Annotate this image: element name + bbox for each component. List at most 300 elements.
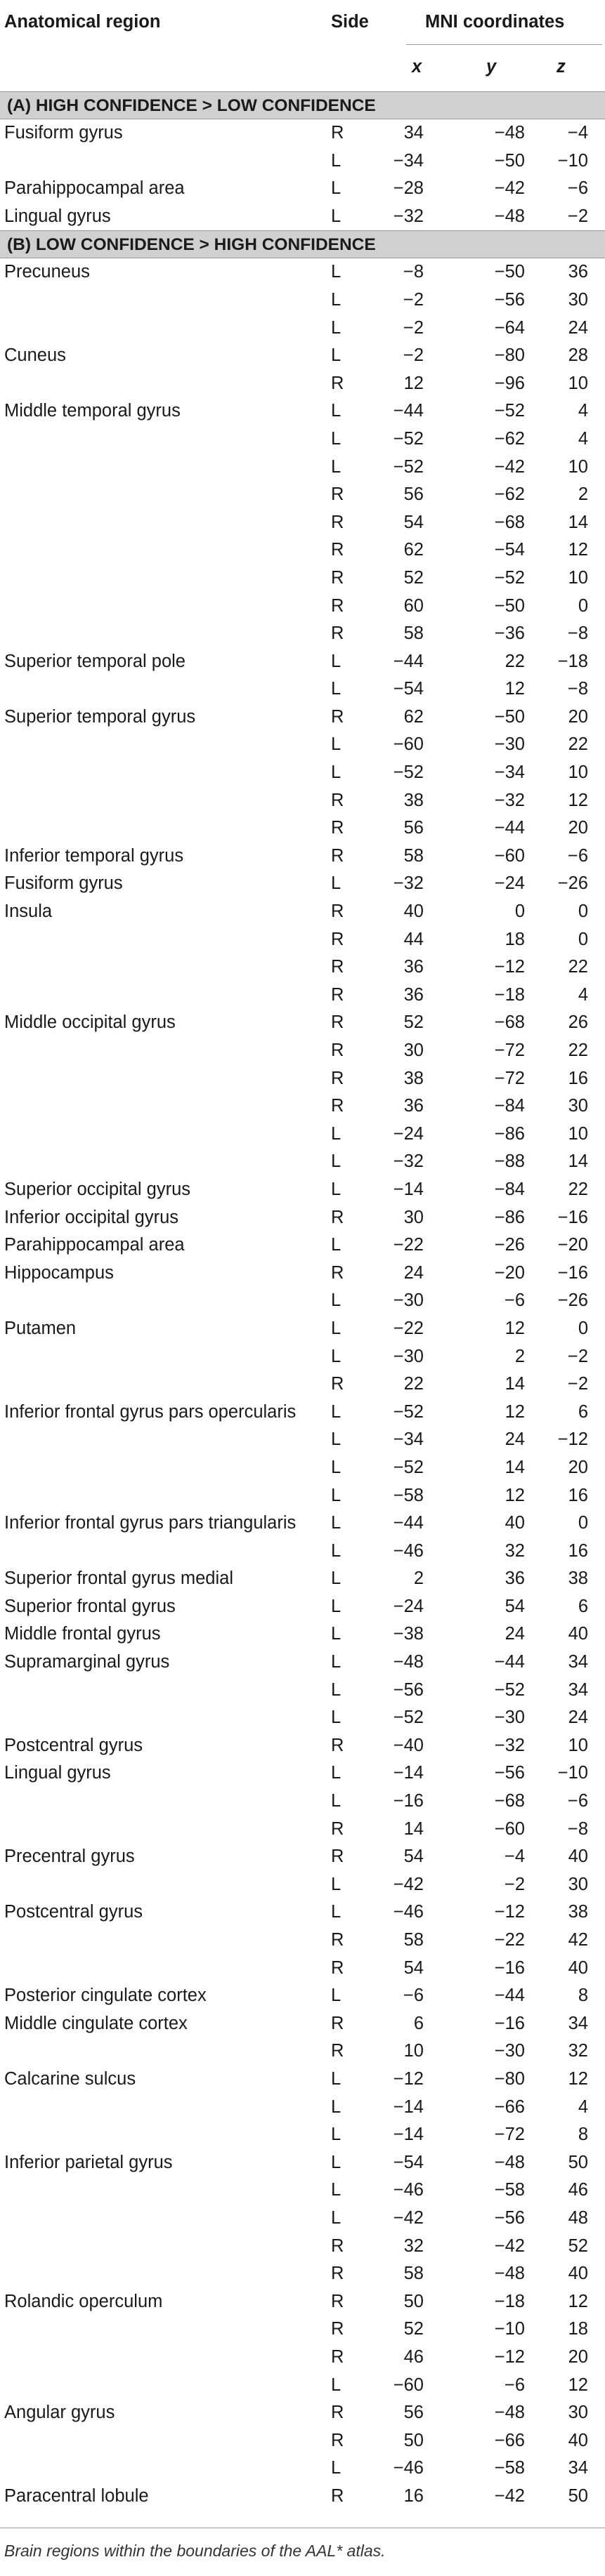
cell-side: R — [331, 2430, 344, 2450]
cell-y: −56 — [494, 2207, 525, 2228]
cell-y: 12 — [505, 1318, 525, 1338]
cell-side: R — [331, 2235, 344, 2256]
cell-y: −16 — [494, 2013, 525, 2033]
table-row — [0, 2066, 605, 2094]
cell-z: −18 — [557, 651, 588, 671]
cell-x: −44 — [393, 1513, 424, 1533]
cell-side: L — [331, 2152, 341, 2172]
cell-y: −80 — [494, 345, 525, 366]
cell-side: L — [331, 1763, 341, 1783]
cell-side: L — [331, 1235, 341, 1255]
cell-z: 40 — [568, 1847, 588, 1867]
table-row — [0, 2177, 605, 2205]
cell-z: −8 — [567, 623, 588, 644]
table-row — [0, 2121, 605, 2149]
cell-x: 54 — [403, 1847, 424, 1867]
cell-z: 20 — [568, 818, 588, 838]
cell-side: L — [331, 1401, 341, 1422]
table-row — [0, 454, 605, 482]
cell-region: Precuneus — [4, 262, 90, 282]
cell-y: −72 — [494, 1041, 525, 1060]
cell-z: 10 — [568, 456, 588, 477]
cell-y: −64 — [494, 317, 525, 338]
cell-x: 62 — [403, 706, 424, 727]
cell-z: 38 — [568, 1902, 588, 1922]
cell-z: 6 — [578, 1401, 588, 1422]
cell-z: 12 — [568, 2291, 588, 2311]
cell-z: 12 — [568, 2374, 588, 2395]
cell-x: 2 — [413, 1568, 424, 1589]
cell-side: R — [331, 1847, 344, 1867]
cell-region: Hippocampus — [4, 1262, 114, 1283]
cell-x: −30 — [393, 1290, 424, 1311]
cell-side: L — [331, 762, 341, 783]
cell-side: L — [331, 2458, 341, 2478]
cell-region: Precentral gyrus — [4, 1847, 135, 1867]
cell-region: Insula — [4, 901, 53, 922]
cell-y: 32 — [505, 1540, 525, 1561]
cell-z: −10 — [557, 1763, 588, 1783]
cell-z: 2 — [578, 484, 588, 505]
cell-x: −40 — [393, 1735, 424, 1755]
cell-y: −80 — [494, 2068, 525, 2089]
table-row — [0, 2344, 605, 2372]
cell-z: 30 — [568, 1096, 588, 1116]
cell-y: −12 — [494, 2346, 525, 2367]
cell-y: −50 — [494, 150, 525, 171]
cell-x: 58 — [403, 845, 424, 866]
table-row — [0, 286, 605, 315]
cell-side: R — [331, 2319, 344, 2339]
cell-x: 38 — [403, 1068, 424, 1088]
cell-region: Superior temporal pole — [4, 651, 186, 671]
cell-y: −42 — [494, 2235, 525, 2256]
table-row — [0, 953, 605, 982]
cell-x: 34 — [403, 123, 424, 143]
cell-z: 10 — [568, 373, 588, 393]
cell-region: Inferior parietal gyrus — [4, 2152, 173, 2172]
cell-region: Inferior occipital gyrus — [4, 1207, 179, 1227]
cell-y: 14 — [505, 1374, 525, 1394]
cell-side: L — [331, 1429, 341, 1450]
cell-side: L — [331, 679, 341, 699]
cell-y: −50 — [494, 706, 525, 727]
cell-y: −66 — [494, 2096, 525, 2117]
cell-x: −30 — [393, 1346, 424, 1366]
table-row — [0, 787, 605, 815]
cell-z: 52 — [568, 2235, 588, 2256]
cell-side: R — [331, 1374, 344, 1394]
cell-y: −96 — [494, 373, 525, 393]
table-row — [0, 425, 605, 454]
cell-y: −52 — [494, 567, 525, 588]
cell-z: 30 — [568, 2403, 588, 2423]
cell-x: −42 — [393, 1874, 424, 1894]
table-row — [0, 2316, 605, 2344]
cell-x: 24 — [403, 1262, 424, 1283]
table-row — [0, 2372, 605, 2400]
cell-x: −14 — [393, 2096, 424, 2117]
cell-z: −8 — [567, 1818, 588, 1839]
cell-y: −68 — [494, 1791, 525, 1811]
cell-x: −52 — [393, 762, 424, 783]
cell-region: Middle temporal gyrus — [4, 401, 181, 421]
table-row — [0, 1732, 605, 1760]
cell-z: −6 — [567, 178, 588, 199]
cell-side: L — [331, 2207, 341, 2228]
cell-y: −42 — [494, 456, 525, 477]
table-row — [0, 315, 605, 343]
cell-side: L — [331, 1179, 341, 1199]
cell-side: L — [331, 428, 341, 449]
cell-x: −38 — [393, 1624, 424, 1644]
cell-region: Supramarginal gyrus — [4, 1652, 170, 1672]
cell-z: 12 — [568, 2068, 588, 2089]
table-footnote: Brain regions within the boundaries of the AAL* atlas. — [4, 2542, 386, 2560]
cell-side: R — [331, 1012, 344, 1033]
cell-y: −48 — [494, 123, 525, 143]
cell-z: −6 — [567, 845, 588, 866]
cell-region: Inferior frontal gyrus pars opercularis — [4, 1401, 297, 1422]
header-mni-coordinates: MNI coordinates — [425, 12, 565, 32]
cell-x: 30 — [403, 1207, 424, 1227]
cell-y: −24 — [494, 873, 525, 894]
cell-x: −52 — [393, 1708, 424, 1728]
table-row — [0, 1759, 605, 1788]
cell-side: L — [331, 1652, 341, 1672]
cell-side: L — [331, 401, 341, 421]
cell-z: 48 — [568, 2207, 588, 2228]
cell-x: −2 — [403, 289, 424, 310]
cell-y: 12 — [505, 1401, 525, 1422]
cell-side: R — [331, 984, 344, 1005]
cell-y: 12 — [505, 679, 525, 699]
table-row — [0, 397, 605, 425]
cell-y: −60 — [494, 1818, 525, 1839]
cell-side: L — [331, 873, 341, 894]
cell-side: R — [331, 1957, 344, 1978]
cell-x: −2 — [403, 317, 424, 338]
cell-y: −58 — [494, 2458, 525, 2478]
cell-side: L — [331, 1540, 341, 1561]
cell-side: L — [331, 1485, 341, 1505]
cell-x: −12 — [393, 2068, 424, 2089]
cell-side: R — [331, 123, 344, 143]
cell-y: −44 — [494, 1652, 525, 1672]
cell-z: 46 — [568, 2180, 588, 2200]
cell-x: −14 — [393, 1179, 424, 1199]
cell-y: −88 — [494, 1151, 525, 1172]
cell-side: L — [331, 206, 341, 226]
cell-side: L — [331, 2096, 341, 2117]
cell-x: 58 — [403, 1930, 424, 1950]
cell-z: 24 — [568, 1708, 588, 1728]
table-row — [0, 1287, 605, 1315]
cell-x: 36 — [403, 984, 424, 1005]
table-row — [0, 564, 605, 593]
cell-side: L — [331, 1123, 341, 1144]
cell-y: −50 — [494, 262, 525, 282]
cell-y: −52 — [494, 401, 525, 421]
cell-side: R — [331, 957, 344, 977]
cell-z: 0 — [578, 1513, 588, 1533]
cell-y: −86 — [494, 1123, 525, 1144]
cell-side: R — [331, 595, 344, 616]
cell-side: L — [331, 1346, 341, 1366]
cell-x: 62 — [403, 540, 424, 560]
cell-side: L — [331, 1151, 341, 1172]
cell-z: 16 — [568, 1540, 588, 1561]
cell-side: R — [331, 818, 344, 838]
table-row — [0, 2149, 605, 2177]
table-row — [0, 536, 605, 564]
cell-y: −42 — [494, 178, 525, 199]
cell-side: L — [331, 1679, 341, 1700]
table-header-row-2 — [0, 45, 605, 91]
cell-region: Middle frontal gyrus — [4, 1624, 161, 1644]
header-z: z — [557, 57, 566, 77]
table-row — [0, 2094, 605, 2122]
cell-z: 40 — [568, 2264, 588, 2284]
table-row — [0, 1538, 605, 1566]
table-row — [0, 1009, 605, 1037]
header-anatomical-region: Anatomical region — [4, 12, 161, 32]
cell-z: 22 — [568, 734, 588, 755]
cell-region: Parahippocampal area — [4, 178, 185, 199]
cell-z: 20 — [568, 706, 588, 727]
cell-y: −12 — [494, 1902, 525, 1922]
cell-x: 30 — [403, 1041, 424, 1060]
cell-z: 34 — [568, 1679, 588, 1700]
cell-y: −22 — [494, 1930, 525, 1950]
table-row — [0, 593, 605, 621]
cell-side: L — [331, 2068, 341, 2089]
table-row — [0, 2205, 605, 2233]
header-y: y — [486, 57, 497, 77]
table-row — [0, 982, 605, 1010]
cell-z: 4 — [578, 984, 588, 1005]
table-row — [0, 1065, 605, 1093]
cell-z: −26 — [557, 1290, 588, 1311]
table-row — [0, 481, 605, 509]
cell-y: −56 — [494, 289, 525, 310]
cell-x: 56 — [403, 2403, 424, 2423]
cell-x: 50 — [403, 2430, 424, 2450]
cell-z: −26 — [557, 873, 588, 894]
table-row — [0, 2455, 605, 2483]
table-row — [0, 147, 605, 176]
cell-side: L — [331, 1568, 341, 1589]
table-row — [0, 342, 605, 370]
cell-x: −6 — [403, 1986, 424, 2006]
cell-y: −84 — [494, 1179, 525, 1199]
cell-z: 4 — [578, 428, 588, 449]
cell-side: R — [331, 706, 344, 727]
cell-z: −8 — [567, 679, 588, 699]
table-row — [0, 2233, 605, 2261]
cell-side: L — [331, 1902, 341, 1922]
cell-y: −16 — [494, 1957, 525, 1978]
cell-side: R — [331, 1207, 344, 1227]
cell-x: 52 — [403, 567, 424, 588]
cell-x: 52 — [403, 1012, 424, 1033]
cell-side: L — [331, 1624, 341, 1644]
table-row — [0, 203, 605, 231]
cell-x: −46 — [393, 2180, 424, 2200]
table-row — [0, 1370, 605, 1399]
cell-region: Superior occipital gyrus — [4, 1179, 191, 1199]
cell-side: R — [331, 1735, 344, 1755]
cell-x: 46 — [403, 2346, 424, 2367]
cell-y: −34 — [494, 762, 525, 783]
cell-x: 10 — [403, 2041, 424, 2061]
cell-side: R — [331, 2403, 344, 2423]
cell-side: L — [331, 1986, 341, 2006]
cell-region: Posterior cingulate cortex — [4, 1986, 207, 2006]
cell-z: 4 — [578, 401, 588, 421]
table-row — [0, 370, 605, 398]
cell-x: −2 — [403, 345, 424, 366]
cell-x: −52 — [393, 1457, 424, 1477]
cell-y: −36 — [494, 623, 525, 644]
table-header-row-1 — [0, 0, 605, 45]
table-row — [0, 2010, 605, 2038]
table-row — [0, 509, 605, 537]
cell-region: Lingual gyrus — [4, 1763, 111, 1783]
cell-y: −10 — [494, 2319, 525, 2339]
cell-region: Superior temporal gyrus — [4, 706, 196, 727]
cell-z: 12 — [568, 540, 588, 560]
table-body — [0, 91, 605, 2510]
cell-z: −16 — [557, 1262, 588, 1283]
cell-y: −32 — [494, 790, 525, 810]
cell-x: −8 — [403, 262, 424, 282]
cell-z: 20 — [568, 1457, 588, 1477]
cell-side: L — [331, 1874, 341, 1894]
cell-x: −44 — [393, 651, 424, 671]
cell-z: 40 — [568, 1957, 588, 1978]
cell-side: L — [331, 734, 341, 755]
cell-x: 38 — [403, 790, 424, 810]
cell-side: L — [331, 178, 341, 199]
cell-z: 30 — [568, 1874, 588, 1894]
cell-y: −2 — [504, 1874, 525, 1894]
cell-x: 52 — [403, 2319, 424, 2339]
cell-y: −50 — [494, 595, 525, 616]
cell-side: R — [331, 2013, 344, 2033]
table-row — [0, 759, 605, 787]
cell-z: 26 — [568, 1012, 588, 1033]
table-row — [0, 119, 605, 147]
cell-region: Lingual gyrus — [4, 206, 111, 226]
cell-side: L — [331, 1290, 341, 1311]
cell-region: Superior frontal gyrus — [4, 1596, 176, 1616]
cell-side: L — [331, 456, 341, 477]
cell-x: −34 — [393, 1429, 424, 1450]
cell-y: −48 — [494, 206, 525, 226]
cell-y: −68 — [494, 1012, 525, 1033]
cell-y: 22 — [505, 651, 525, 671]
table-row — [0, 1982, 605, 2010]
cell-y: −4 — [504, 1847, 525, 1867]
table-row — [0, 1176, 605, 1204]
cell-z: 12 — [568, 790, 588, 810]
cell-x: −28 — [393, 178, 424, 199]
cell-y: 24 — [505, 1624, 525, 1644]
cell-side: L — [331, 1318, 341, 1338]
cell-region: Fusiform gyrus — [4, 123, 123, 143]
cell-z: 16 — [568, 1485, 588, 1505]
cell-side: R — [331, 1068, 344, 1088]
cell-side: R — [331, 373, 344, 393]
cell-side: L — [331, 1513, 341, 1533]
table-row — [0, 814, 605, 843]
cell-y: 12 — [505, 1485, 525, 1505]
cell-y: −20 — [494, 1262, 525, 1283]
cell-z: −16 — [557, 1207, 588, 1227]
cell-side: R — [331, 2041, 344, 2061]
cell-y: −6 — [504, 1290, 525, 1311]
cell-y: −18 — [494, 984, 525, 1005]
cell-x: 54 — [403, 1957, 424, 1978]
cell-y: −32 — [494, 1735, 525, 1755]
cell-z: 40 — [568, 2430, 588, 2450]
cell-x: 14 — [403, 1818, 424, 1839]
cell-x: −60 — [393, 2374, 424, 2395]
table-row — [0, 2399, 605, 2427]
table-row — [0, 258, 605, 286]
table-row — [0, 1677, 605, 1705]
table-row — [0, 648, 605, 676]
cell-y: −56 — [494, 1763, 525, 1783]
table-row — [0, 1121, 605, 1149]
cell-side: R — [331, 2264, 344, 2284]
cell-region: Inferior temporal gyrus — [4, 845, 184, 866]
cell-region: Cuneus — [4, 345, 66, 366]
cell-y: −44 — [494, 1986, 525, 2006]
table-row — [0, 1788, 605, 1816]
cell-y: −48 — [494, 2152, 525, 2172]
cell-x: −58 — [393, 1485, 424, 1505]
cell-z: 34 — [568, 2013, 588, 2033]
table-row — [0, 1343, 605, 1371]
table-row — [0, 1510, 605, 1538]
table-row — [0, 870, 605, 898]
cell-z: 10 — [568, 567, 588, 588]
cell-y: −6 — [504, 2374, 525, 2395]
cell-x: −14 — [393, 2125, 424, 2145]
cell-y: −12 — [494, 957, 525, 977]
table-row — [0, 1037, 605, 1065]
cell-y: −30 — [494, 734, 525, 755]
cell-x: 56 — [403, 818, 424, 838]
cell-region: Middle occipital gyrus — [4, 1012, 176, 1033]
cell-x: −54 — [393, 2152, 424, 2172]
table-row — [0, 175, 605, 203]
cell-side: R — [331, 845, 344, 866]
cell-y: −18 — [494, 2291, 525, 2311]
cell-y: −58 — [494, 2180, 525, 2200]
cell-region: Paracentral lobule — [4, 2485, 149, 2506]
cell-x: −52 — [393, 428, 424, 449]
cell-y: −72 — [494, 1068, 525, 1088]
cell-side: R — [331, 1818, 344, 1839]
cell-z: 22 — [568, 957, 588, 977]
cell-side: L — [331, 1708, 341, 1728]
cell-y: −62 — [494, 484, 525, 505]
cell-x: −14 — [393, 1763, 424, 1783]
cell-y: 54 — [505, 1596, 525, 1616]
